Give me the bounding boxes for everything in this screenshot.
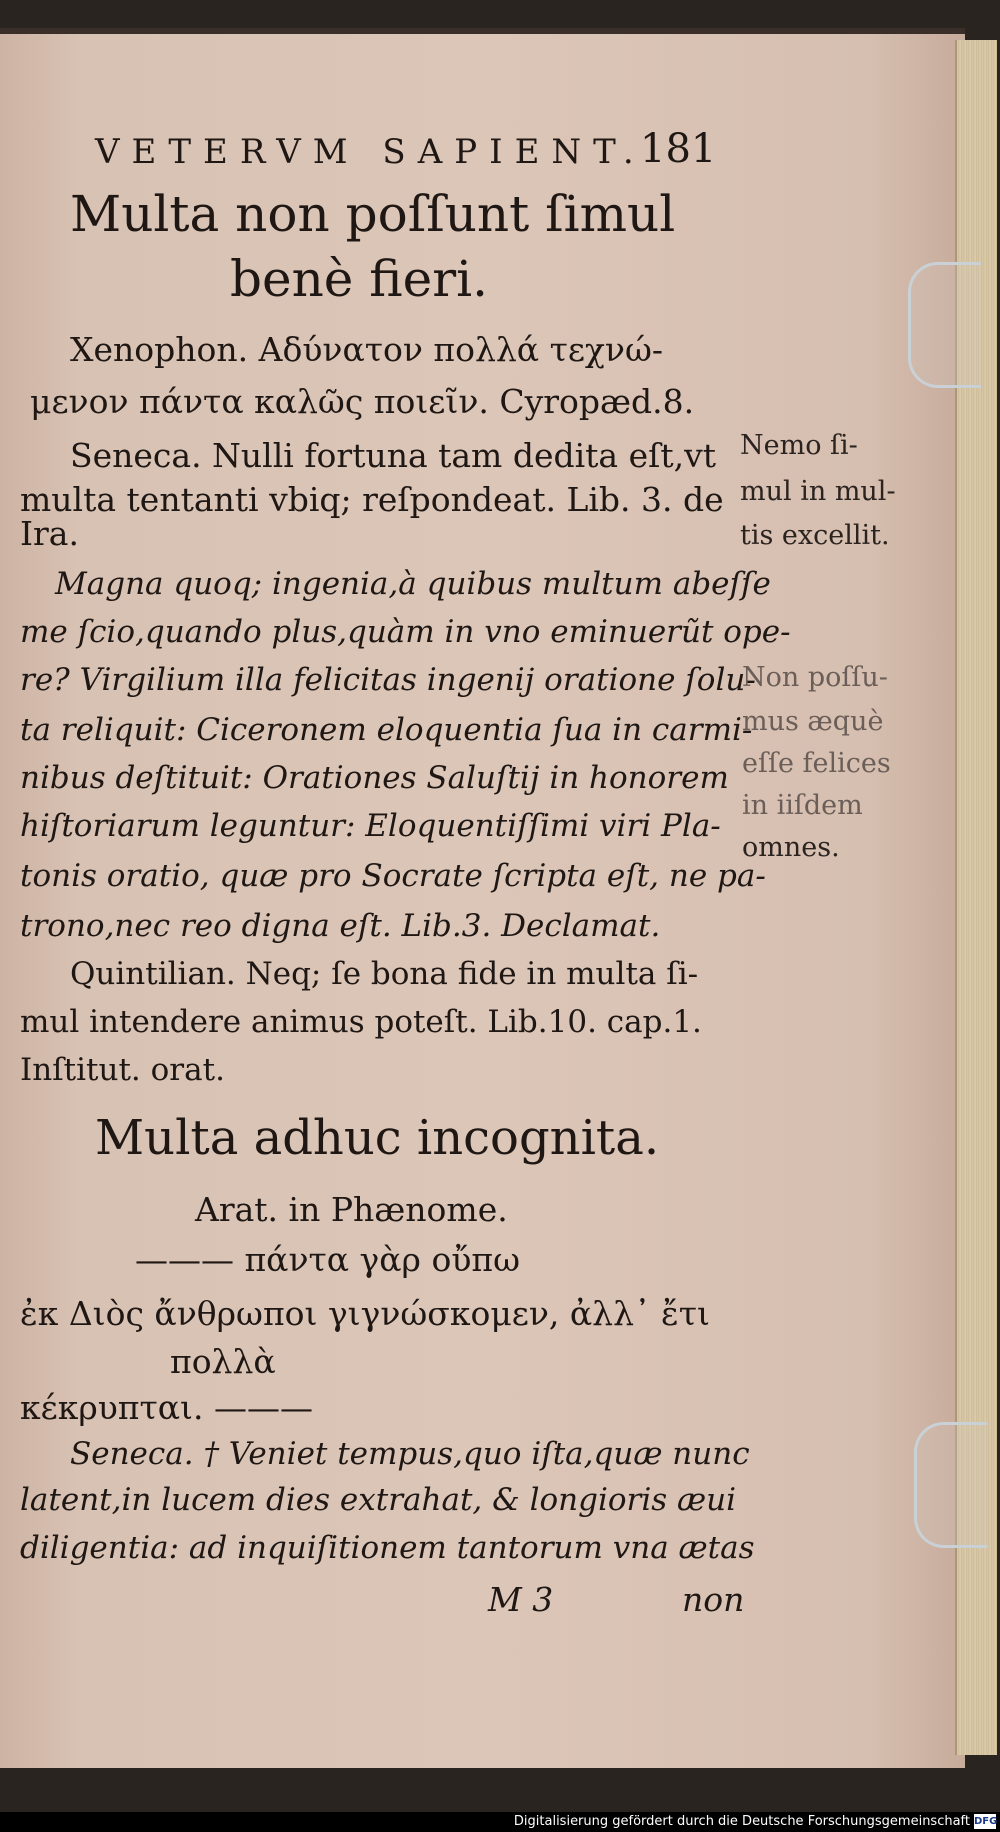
text-line: mul intendere animus poteſt. Lib.10. cap.1. [20, 1004, 702, 1040]
text-line: latent,in lucem dies extrahat, & longioris æui [20, 1482, 737, 1518]
margin-note-line: mul in mul- [740, 476, 896, 507]
text-line: ta reliquit: Ciceronem eloquentia ſua in carmi- [20, 712, 753, 748]
text-line: Inſtitut. orat. [20, 1052, 225, 1088]
text-line: trono,nec reo digna eſt. Lib.3. Declamat. [20, 908, 661, 944]
margin-note-line: tis excellit. [740, 520, 890, 551]
section-title-line2: benè fieri. [230, 250, 489, 308]
footer-credit: Digitalisierung gefördert durch die Deutsche Forschungsgemeinschaft [513, 1814, 970, 1829]
text-line: hiſtoriarum leguntur: Eloquentiſſimi viri Pla- [20, 808, 721, 844]
text-line: Seneca. Nulli fortuna tam dedita eſt,vt [70, 436, 716, 475]
text-line: multa tentanti vbiq; reſpondeat. Lib. 3. de [20, 480, 724, 519]
text-line: Xenophon. Αδύνατον πολλά τεχνώ- [70, 330, 664, 369]
text-line: Arat. in Phænome. [195, 1190, 508, 1229]
section-title: Multa adhuc incognita. [95, 1110, 660, 1166]
page-number: 181 [640, 126, 717, 172]
text-line: tonis oratio, quæ pro Socrate ſcripta eſt, ne pa- [20, 858, 766, 894]
text-line: diligentia: ad inquiſitionem tantorum vna ætas [20, 1530, 755, 1566]
margin-note-line: Non poſſu- [742, 662, 888, 693]
margin-note-line: eſſe felices [742, 748, 891, 779]
text-line: Magna quoq; ingenia,à quibus multum abeſſe [55, 566, 771, 602]
section-title-line1: Multa non poſſunt ſimul [70, 185, 676, 243]
signature-mark: M 3 [488, 1580, 554, 1619]
clasp-lower [914, 1422, 987, 1548]
text-line: πολλὰ [170, 1342, 276, 1381]
text-line: me ſcio,quando plus,quàm in vno eminuerũt ope- [20, 614, 791, 650]
margin-note-line: mus æquè [742, 706, 884, 737]
catchword: non [682, 1580, 745, 1619]
clasp-upper [908, 262, 981, 388]
text-line: μενον πάντα καλῶς ποιεῖν. Cyropæd.8. [30, 382, 695, 421]
text-line: Quintilian. Neq; ſe bona fide in multa ſi- [70, 956, 699, 992]
margin-note-line: Nemo ſi- [740, 430, 858, 461]
margin-note-line: omnes. [742, 832, 840, 863]
running-title: VETERVM SAPIENT. [95, 132, 646, 172]
text-line: nibus deſtituit: Orationes Saluſtij in honorem [20, 760, 729, 796]
text-line: Seneca. † Veniet tempus,quo iſta,quæ nunc [70, 1436, 750, 1472]
dfg-logo: DFG [974, 1816, 998, 1827]
text-line: re? Virgilium illa felicitas ingenij oratione ſolu- [20, 662, 756, 698]
text-line: Ira. [20, 514, 79, 553]
text-line: κέκρυπται. ——— [20, 1388, 313, 1427]
margin-note-line: in iiſdem [742, 790, 863, 821]
text-line: ——— πάντα γὰρ οὔπω [135, 1240, 520, 1279]
text-line: ἐκ Διὸς ἄνθρωποι γιγνώσκομεν, ἀλλ᾽ ἔτι [20, 1294, 710, 1333]
